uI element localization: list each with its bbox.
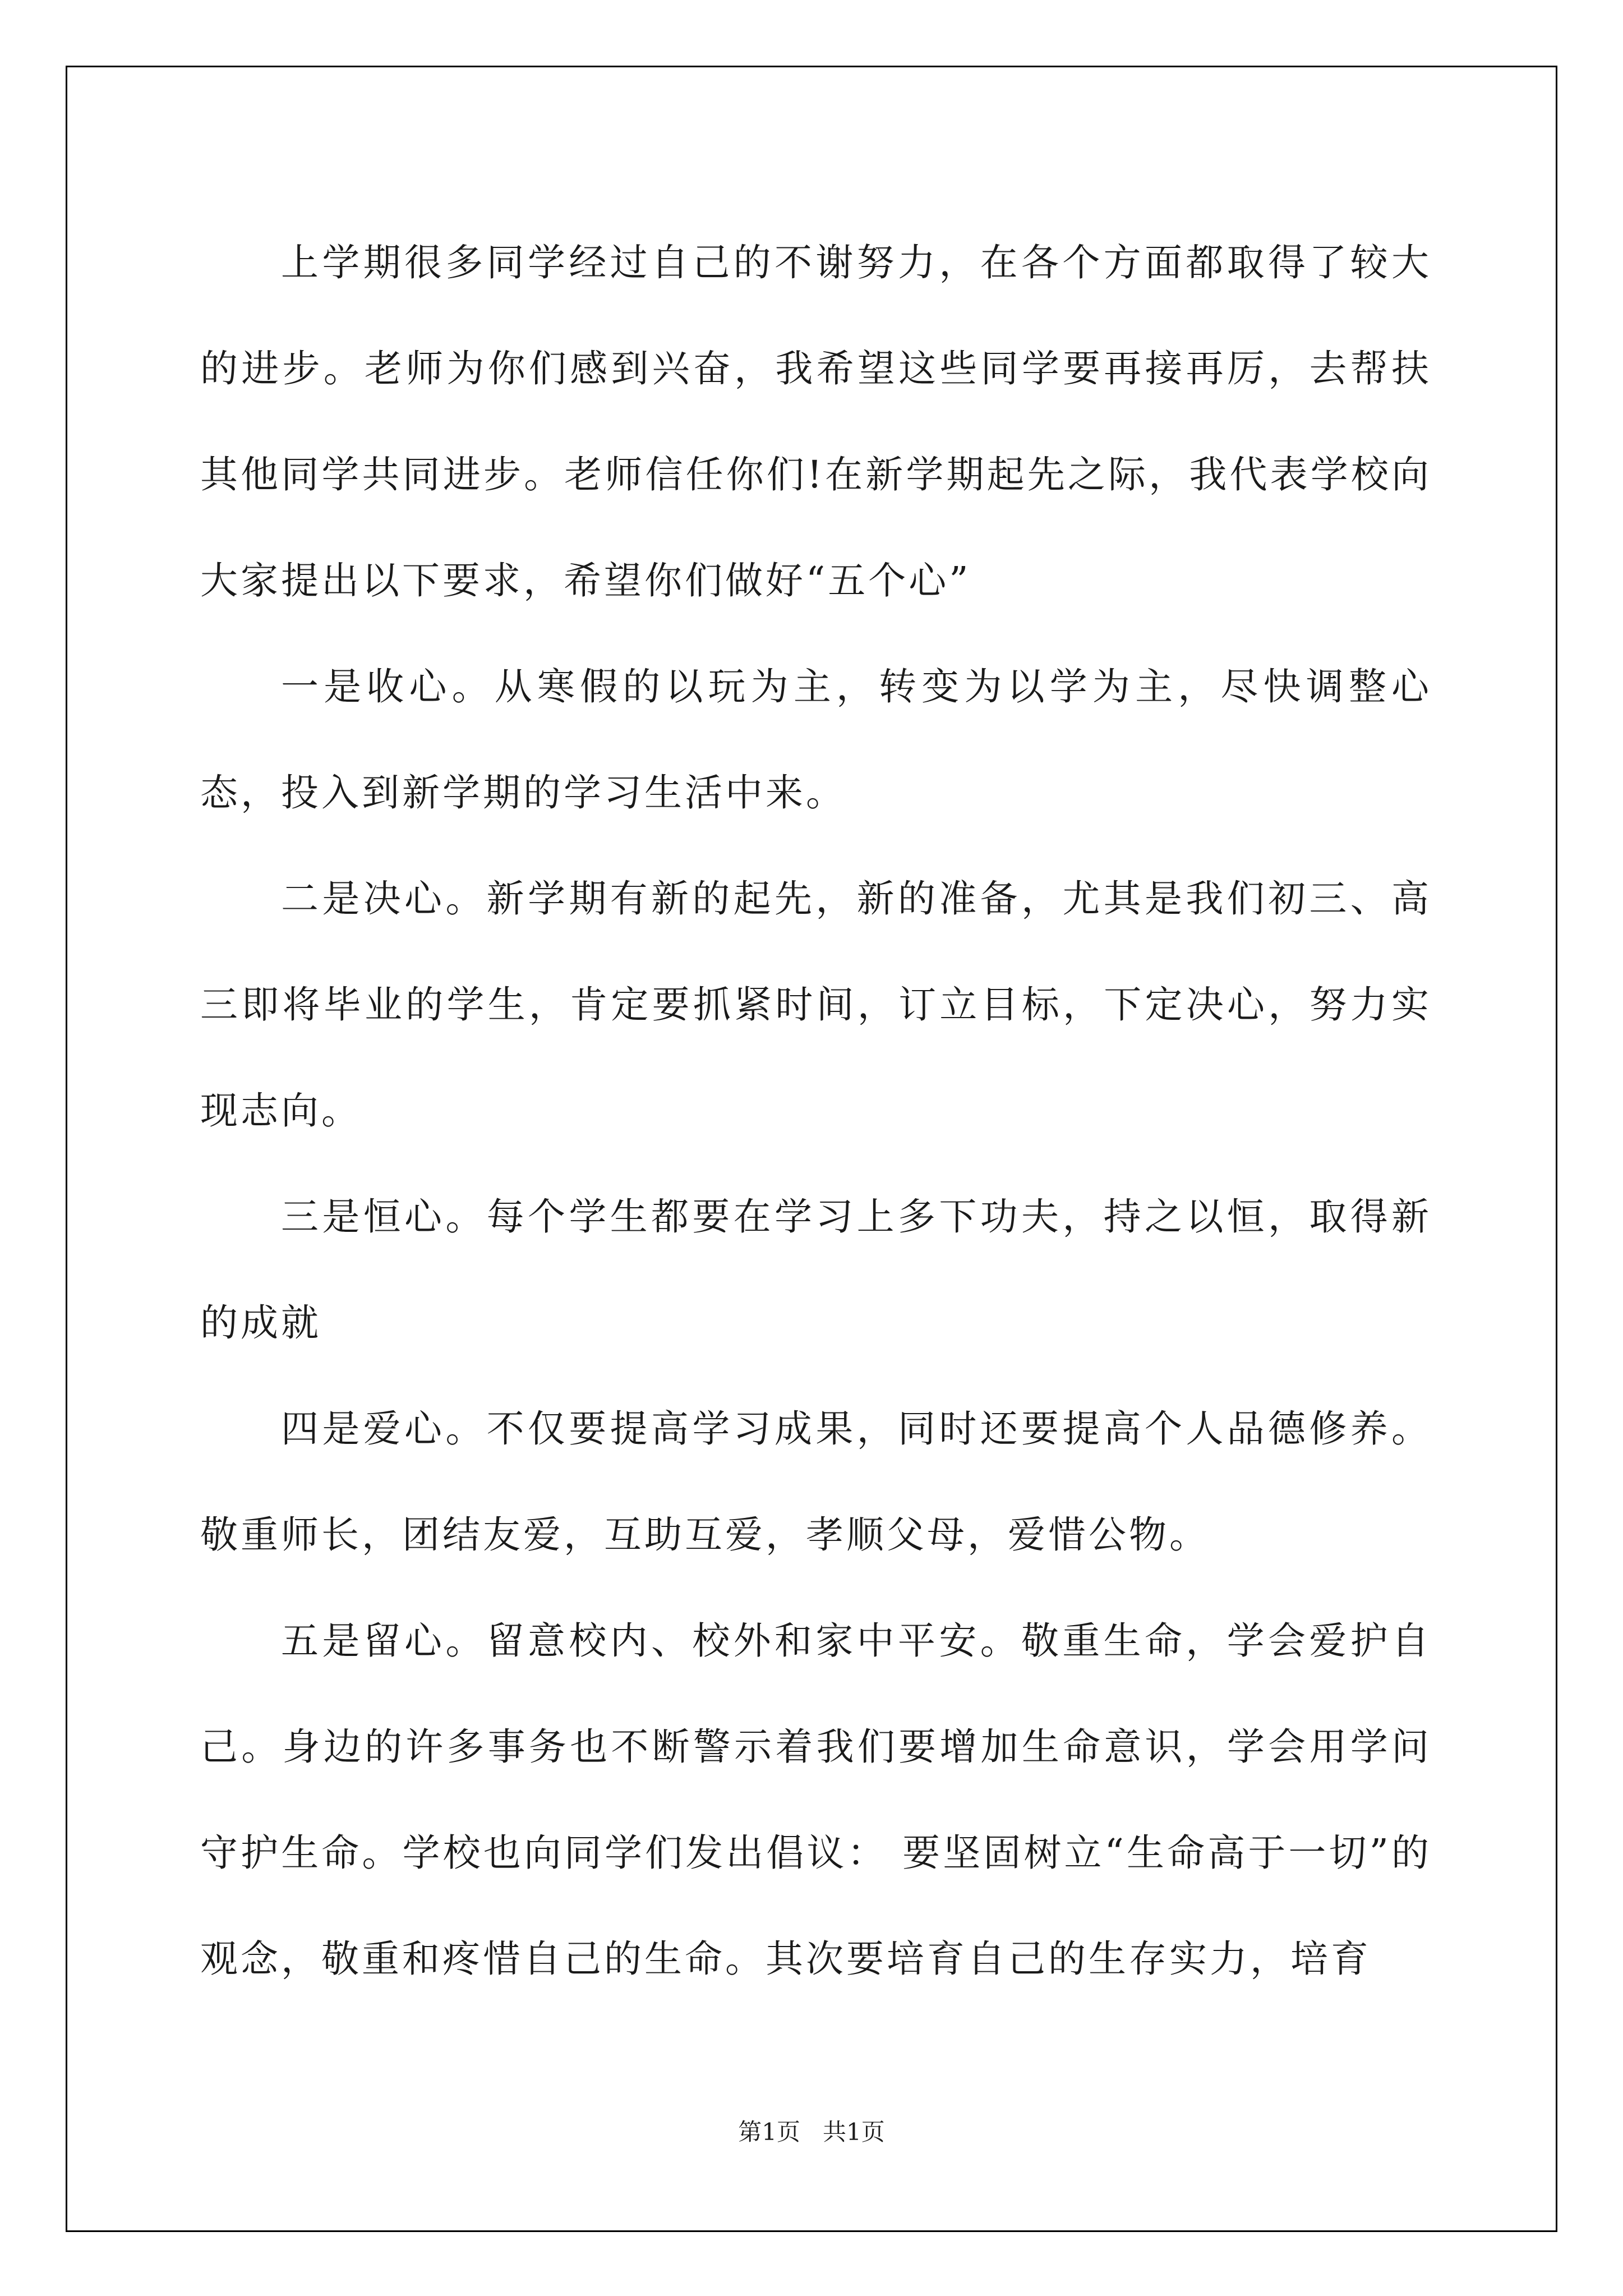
paragraph-hengxin: 三是恒心。每个学生都要在学习上多下功夫，持之以恒，取得新的成就 xyxy=(200,1195,1432,1345)
paragraph-juexin: 二是决心。新学期有新的起先，新的准备，尤其是我们初三、高三即将毕业的学生，肯定要抓紧时间，订立目标，下定决心，努力实现志向。 xyxy=(200,877,1432,1133)
page-footer: 第1页 共1页 xyxy=(738,2118,885,2146)
document-body xyxy=(200,210,1432,2012)
paragraph-shouxin: 一是收心。从寒假的以玩为主，转变为以学为主，尽快调整心态，投入到新学期的学习生活中来。 xyxy=(200,665,1432,815)
paragraph-aixin: 四是爱心。不仅要提高学习成果，同时还要提高个人品德修养。敬重师长，团结友爱，互助互爱，孝顺父母，爱惜公物。 xyxy=(200,1407,1432,1557)
paragraph-liuxin: 五是留心。留意校内、校外和家中平安。敬重生命，学会爱护自己。身边的许多事务也不断警示着我们要增加生命意识，学会用学问守护生命。学校也向同学们发出倡议： 要坚固树立“生命高于一切”的观念，敬重和疼惜自己的生命。其次要培育自己的生存实力，培育 xyxy=(200,1619,1432,1981)
paragraph-intro: 上学期很多同学经过自己的不谢努力，在各个方面都取得了较大的进步。老师为你们感到兴奋，我希望这些同学要再接再厉，去帮扶其他同学共同进步。老师信任你们!在新学期起先之际，我代表学校向大家提出以下要求，希望你们做好“五个心” xyxy=(200,241,1432,602)
